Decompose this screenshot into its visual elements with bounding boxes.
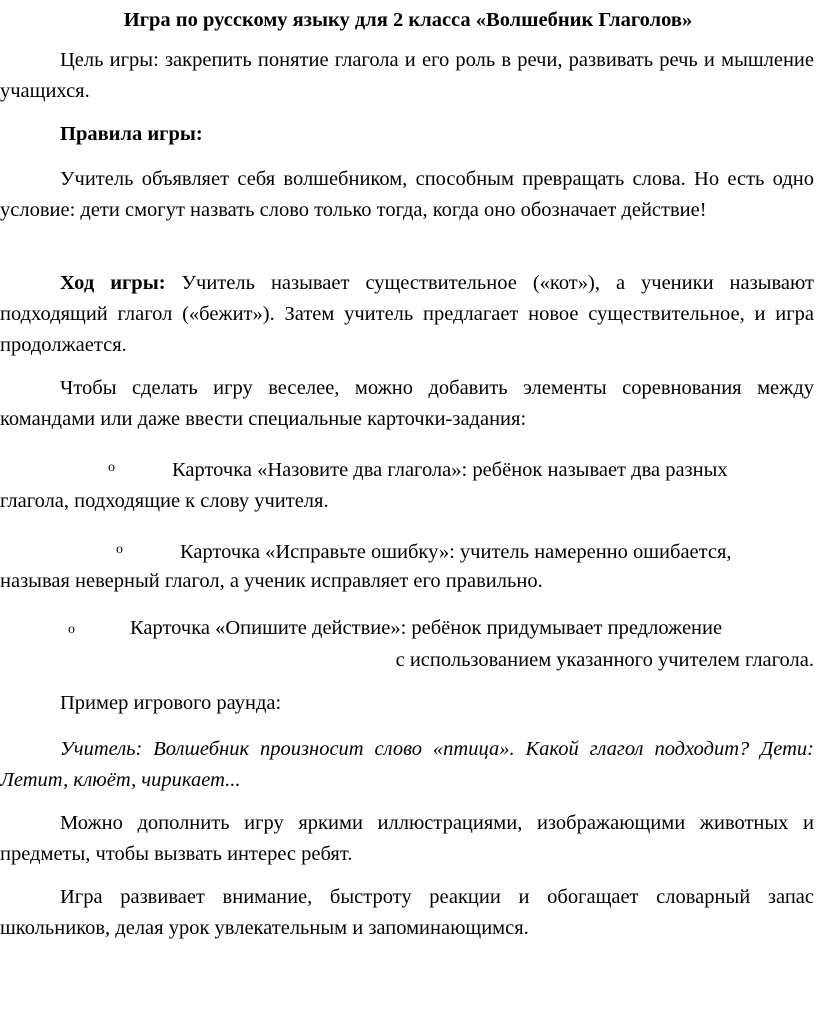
card-line: Карточка «Назовите два глагола»: ребёнок называет два разных bbox=[172, 459, 728, 481]
card-line: глагола, подходящие к слову учителя. bbox=[0, 490, 329, 512]
card-line: Карточка «Исправьте ошибку»: учитель намеренно ошибается, bbox=[180, 541, 732, 563]
goal-paragraph: Цель игры: закрепить понятие глагола и его роль в речи, развивать речь и мышление учащихся. bbox=[0, 49, 814, 102]
bullet-icon: o bbox=[68, 622, 75, 637]
card-line: называя неверный глагол, а ученик исправляет его правильно. bbox=[0, 570, 543, 592]
rules-paragraph: Учитель объявляет себя волшебником, способным превращать слова. Но есть одно условие: дети смогут назвать слово только тогда, когда оно обозначает действие! bbox=[0, 168, 814, 221]
example-heading: Пример игрового раунда: bbox=[60, 692, 282, 714]
bullet-icon: o bbox=[108, 460, 115, 475]
example-paragraph: Учитель: Волшебник произносит слово «птица». Какой глагол подходит? Дети: Летит, клюёт, чирикает... bbox=[0, 738, 814, 791]
card-line: с использованием указанного учителем глагола. bbox=[395, 649, 814, 671]
progress-text: Учитель называет существительное («кот»), а ученики называют подходящий глагол («бежит»). Затем учитель предлагает новое существительное, и игра продолжается. bbox=[0, 272, 814, 356]
illustrations-paragraph: Можно дополнить игру яркими иллюстрациями, изображающими животных и предметы, чтобы вызвать интерес ребят. bbox=[0, 812, 814, 865]
document-title: Игра по русскому языку для 2 класса «Волшебник Глаголов» bbox=[123, 9, 693, 31]
progress-heading: Ход игры: bbox=[60, 272, 166, 294]
bullet-icon: o bbox=[116, 542, 123, 557]
fun-paragraph: Чтобы сделать игру веселее, можно добавить элементы соревнования между командами или даже ввести специальные карточки-задания: bbox=[0, 377, 814, 430]
conclusion-paragraph: Игра развивает внимание, быстроту реакции и обогащает словарный запас школьников, делая урок увлекательным и запоминающимся. bbox=[0, 886, 814, 939]
rules-heading: Правила игры: bbox=[60, 123, 203, 145]
card-line: Карточка «Опишите действие»: ребёнок придумывает предложение bbox=[130, 617, 723, 639]
progress-paragraph bbox=[0, 268, 814, 361]
